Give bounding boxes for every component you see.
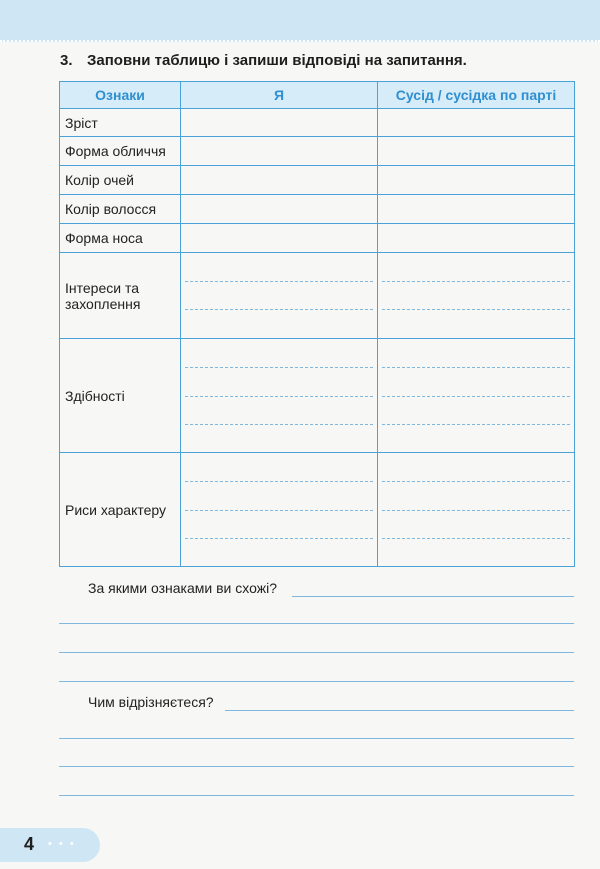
table-row (60, 339, 575, 453)
question-similarities: За якими ознаками ви схожі? (88, 580, 277, 596)
table-row (60, 137, 575, 166)
answer-cell-me-abilities[interactable] (181, 339, 378, 453)
table-row (60, 453, 575, 567)
answer-cell-me-height[interactable] (181, 109, 378, 137)
answer-line[interactable] (225, 710, 574, 711)
table-row (60, 166, 575, 195)
answer-line[interactable] (59, 738, 574, 739)
decorative-dots: • • • (48, 838, 76, 850)
row-label-eye-color: Колір очей (60, 166, 181, 195)
answer-cell-mate-interests[interactable] (378, 253, 575, 339)
row-label-face-shape: Форма обличчя (60, 137, 181, 166)
answer-cell-mate-nose-shape[interactable] (378, 224, 575, 253)
table-header-row (60, 82, 575, 109)
row-label-hair-color: Колір волосся (60, 195, 181, 224)
page-number: 4 (24, 834, 35, 854)
task-instruction: Заповни таблицю і запиши відповіді на запитання. (87, 52, 467, 69)
row-label-height: Зріст (60, 109, 181, 137)
header-deskmate: Сусід / сусідка по парті (378, 82, 575, 109)
answer-line[interactable] (59, 681, 574, 682)
answer-line[interactable] (59, 652, 574, 653)
answer-cell-me-hair-color[interactable] (181, 195, 378, 224)
answer-cell-mate-hair-color[interactable] (378, 195, 575, 224)
answer-cell-me-nose-shape[interactable] (181, 224, 378, 253)
question-differences: Чим відрізняєтеся? (88, 694, 214, 710)
answer-line[interactable] (292, 596, 574, 597)
table-row (60, 253, 575, 339)
answer-line[interactable] (59, 766, 574, 767)
page-number-tab (0, 828, 100, 862)
task-number: 3. (60, 52, 73, 69)
answer-cell-mate-character[interactable] (378, 453, 575, 567)
answer-cell-mate-abilities[interactable] (378, 339, 575, 453)
worksheet-table (59, 81, 575, 567)
table-row (60, 195, 575, 224)
answer-cell-me-character[interactable] (181, 453, 378, 567)
header-traits: Ознаки (60, 82, 181, 109)
answer-line[interactable] (59, 795, 574, 796)
row-label-abilities: Здібності (60, 339, 181, 453)
answer-line[interactable] (59, 623, 574, 624)
row-label-nose-shape: Форма носа (60, 224, 181, 253)
answer-cell-mate-eye-color[interactable] (378, 166, 575, 195)
answer-cell-mate-face-shape[interactable] (378, 137, 575, 166)
answer-cell-me-interests[interactable] (181, 253, 378, 339)
answer-cell-me-eye-color[interactable] (181, 166, 378, 195)
answer-cell-me-face-shape[interactable] (181, 137, 378, 166)
task-heading (60, 52, 467, 69)
table-row (60, 109, 575, 137)
table-row (60, 224, 575, 253)
row-label-character: Риси характеру (60, 453, 181, 567)
top-decorative-band (0, 0, 600, 42)
row-label-interests: Інтереси та захоплення (60, 253, 181, 339)
answer-cell-mate-height[interactable] (378, 109, 575, 137)
header-me: Я (181, 82, 378, 109)
